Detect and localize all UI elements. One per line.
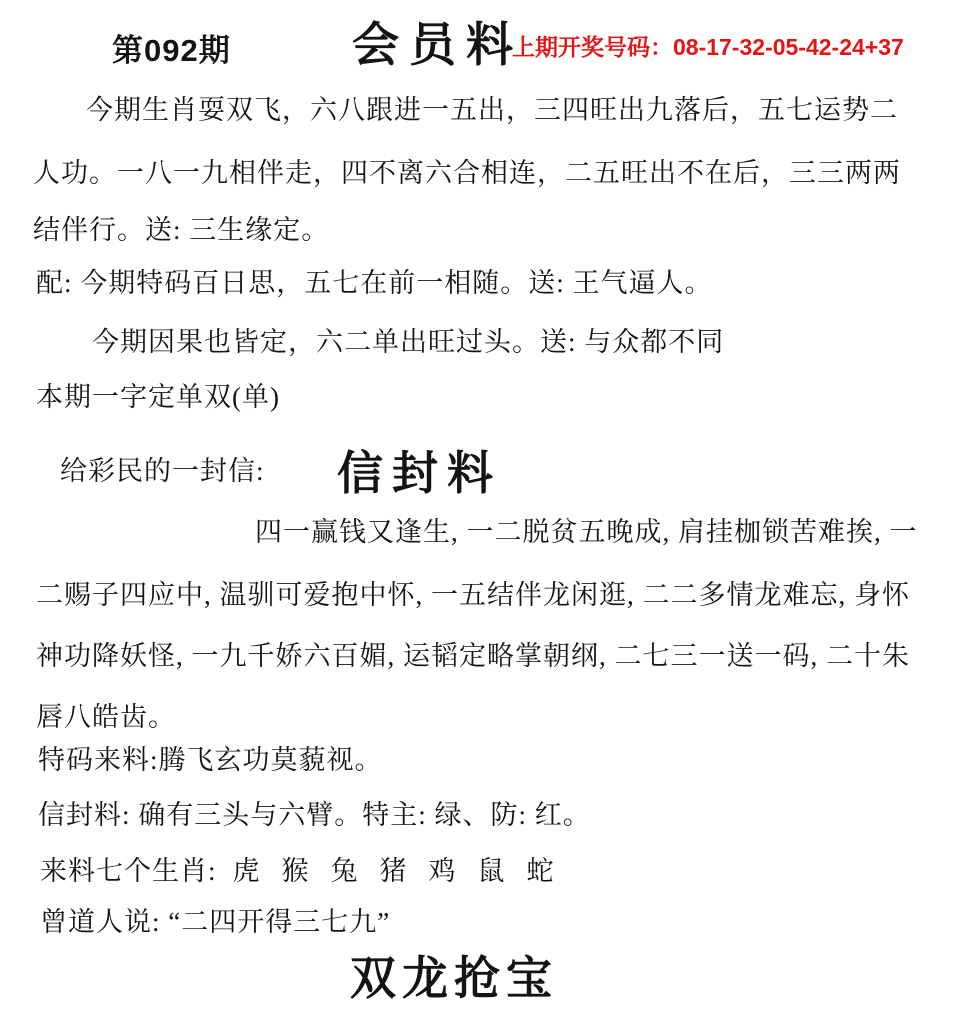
zodiac-sign-snake: 蛇 — [526, 856, 555, 886]
issue-number: 第092期 — [112, 33, 231, 68]
last-draw-numbers: 上期开奖号码：08-17-32-05-42-24+37 — [512, 34, 904, 60]
tips-line-1: 今期生肖耍双飞，六八跟进一五出，三四旺出九落后，五七运势二 — [86, 95, 898, 125]
zodiac-line — [40, 855, 555, 887]
zengdaoren-quote-line: 曾道人说: “二四开得三七九” — [40, 907, 391, 937]
zodiac-sign-monkey: 猴 — [281, 856, 310, 886]
page-title: 会员料 — [352, 20, 523, 72]
zodiac-sign-rabbit: 兔 — [330, 856, 359, 886]
karma-line: 今期因果也皆定，六二单出旺过头。送: 与众都不同 — [92, 327, 725, 357]
zodiac-label: 来料七个生肖: — [40, 856, 217, 886]
letter-intro-label: 给彩民的一封信: — [60, 456, 265, 486]
footer-heading: 双龙抢宝 — [350, 953, 558, 1004]
pei-line: 配: 今期特码百日思，五七在前一相随。送: 王气逼人。 — [36, 268, 713, 298]
tips-line-3: 结伴行。送: 三生缘定。 — [33, 215, 330, 245]
special-code-line: 特码来料:腾飞玄功莫藐视。 — [38, 745, 383, 775]
letter-line-1: 四一赢钱又逢生, 一二脱贫五晚成, 肩挂枷锁苦难挨, 一 — [255, 517, 918, 547]
envelope-heading: 信封料 — [337, 448, 502, 499]
zodiac-sign-rooster: 鸡 — [428, 856, 457, 886]
letter-line-3: 神功降妖怪, 一九千娇六百媚, 运韬定略掌朝纲, 二七三一送一码, 二十朱 — [36, 641, 910, 671]
letter-line-2: 二赐子四应中, 温驯可爱抱中怀, 一五结伴龙闲逛, 二二多情龙难忘, 身怀 — [36, 580, 910, 610]
zodiac-sign-pig: 猪 — [379, 856, 408, 886]
envelope-heads-line: 信封料: 确有三头与六臂。特主: 绿、防: 红。 — [38, 800, 591, 830]
tips-line-2: 人功。一八一九相伴走，四不离六合相连，二五旺出不在后，三三两两 — [33, 158, 901, 188]
letter-line-4: 唇八皓齿。 — [36, 702, 176, 732]
odd-even-line: 本期一字定单双(单) — [36, 382, 280, 412]
zodiac-sign-tiger: 虎 — [232, 856, 261, 886]
zodiac-sign-rat: 鼠 — [477, 856, 506, 886]
